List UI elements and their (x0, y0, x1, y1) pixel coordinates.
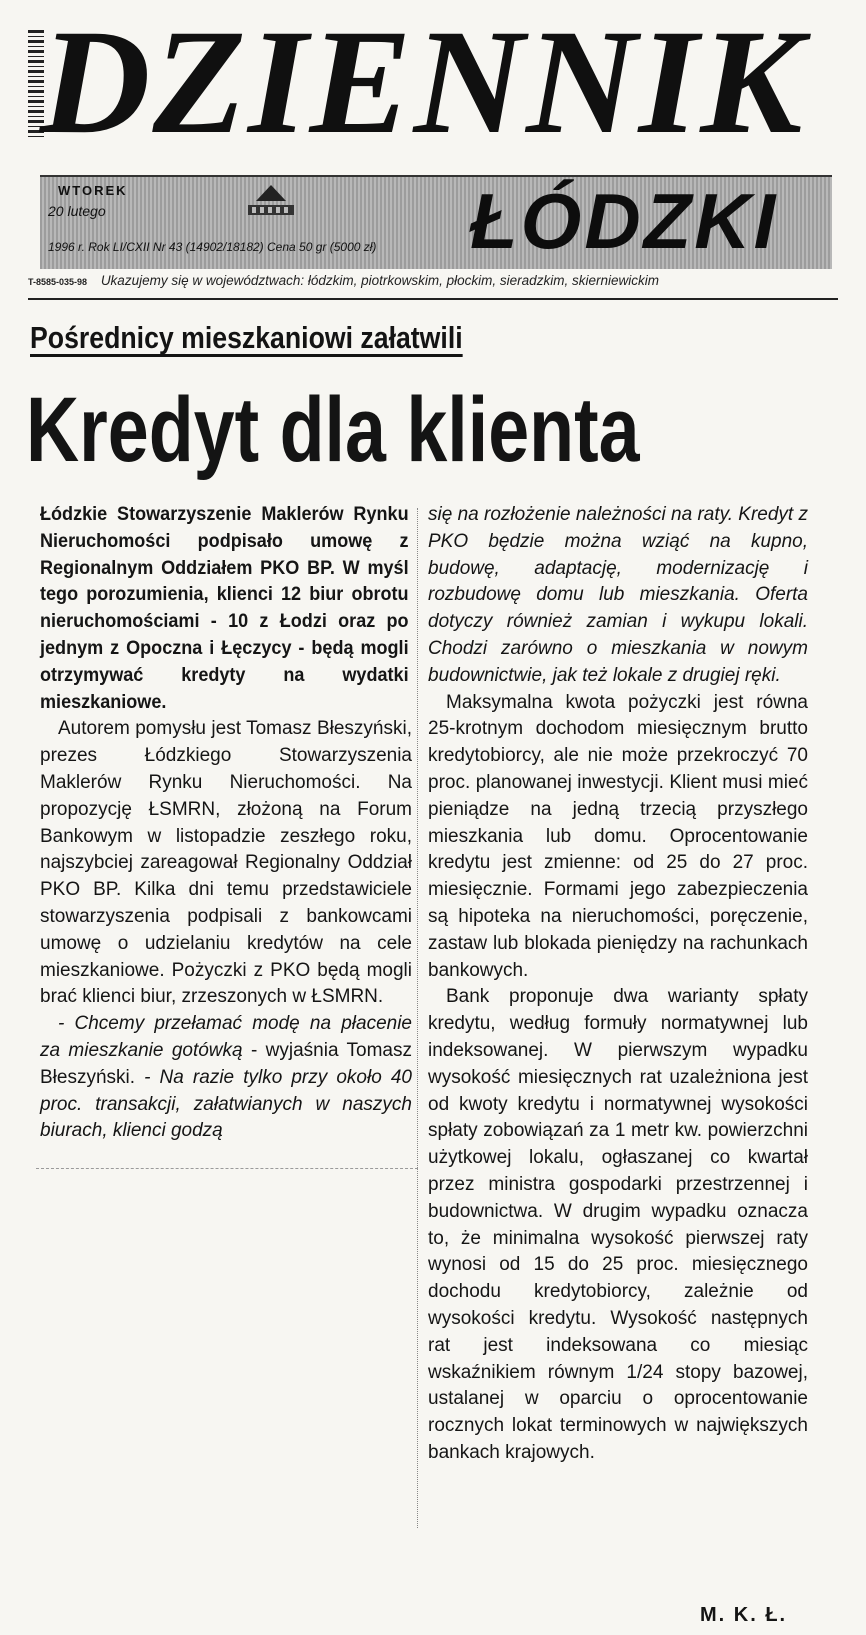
emblem-icon (236, 183, 306, 223)
column-divider (417, 508, 418, 1528)
regions-text: Ukazujemy się w województwach: łódzkim, piotrkowskim, płockim, sieradzkim, skierniewickim (100, 273, 659, 288)
quote-text: - Na razie tylko przy około 40 proc. transakcji, załatwianych w naszych biurach, klienci godzą (40, 1066, 412, 1142)
issue-day: WTOREK (58, 183, 128, 198)
article-quote-paragraph (40, 1011, 412, 1145)
issue-date: 20 lutego (48, 203, 106, 219)
article-paragraph: się na rozłożenie należności na raty. Kredyt z PKO będzie można wziąć na kupno, budowę, adaptację, modernizację i rozbudowę domu lub mieszkania. Oferta dotyczy również zamian i wykupu lokali. Chodzi zarówno o mieszkania w nowym budownictwie, jak też lokale z drugiej ręki. (428, 504, 808, 686)
masthead-title: DZIENNIK (40, 0, 805, 165)
article-column-left (40, 502, 412, 1145)
article-paragraph: Autorem pomysłu jest Tomasz Błeszyński, prezes Łódzkiego Stowarzyszenia Maklerów Rynku Nieruchomości. Na propozycję ŁSMRN, złożoną na Forum Bankowym w listopadzie zeszłego roku, najszybciej zareagował Regionalny Oddział PKO BP. Kilka dni temu przedstawiciele stowarzyszenia podpisali z bankowcami umowę o udzielaniu kredytów na cele mieszkaniowe. Pożyczki z PKO będą mogli brać klienci biur, zrzeszonych w ŁSMRN. (40, 718, 412, 1008)
region-line (28, 273, 848, 295)
column-end-rule (36, 1168, 418, 1169)
masthead-subtitle: ŁÓDZKI (470, 177, 779, 265)
issue-number: 1996 r. Rok LI/CXII Nr 43 (14902/18182) Cena 50 gr (5000 zł) (48, 240, 377, 254)
article-paragraph: Maksymalna kwota pożyczki jest równa 25-krotnym dochodom miesięcznym brutto kredytobiorcy, ale nie może przekroczyć 70 proc. planowanej inwestycji. Klient musi mieć pieniądze na jedną trzecią przyszłego mieszkania lub domu. Oprocentowanie kredytu jest zmienne: od 25 do 27 proc. miesięcznie. Formami jego zabezpieczenia są hipoteka na nieruchomości, poręczenie, zastaw lub blokada pieniędzy na rachunkach bankowych. (428, 691, 808, 981)
article-lead: Łódzkie Stowarzyszenie Maklerów Rynku Nieruchomości podpisało umowę z Regionalnym Oddziałem PKO BP. W myśl tego porozumienia, klienci 12 biur obrotu nieruchomościami - 10 z Łodzi oraz po jednym z Opoczna i Łęczycy - będą mogli otrzymywać kredyty na wydatki mieszkaniowe. (40, 504, 409, 713)
masthead-rule (28, 298, 838, 300)
article-kicker: Pośrednicy mieszkaniowi załatwili (30, 320, 463, 355)
quote-text: - Chcemy przełamać modę na płacenie za mieszkanie gotówką (40, 1013, 412, 1061)
author-signature: M. K. Ł. (700, 1604, 788, 1626)
article-paragraph: Bank proponuje dwa warianty spłaty kredytu, według formuły normatywnej lub indeksowanej. W pierwszym wypadku wysokość miesięcznych rat uzależniona jest od kwoty kredytu i normatywnej wysokości spłaty zobowiązań za 1 metr kw. powierzchni użytkowej lokalu, ogłaszanej co kwartał przez ministra gospodarki przestrzennej i budownictwa. W drugim wypadku oznacza to, że minimalna wysokość pierwszej raty wynosi od 15 do 25 proc. miesięcznego dochodu kredytobiorcy, zależnie od wysokości kredytu. Wysokość następnych rat jest indeksowana co miesiąc wskaźnikiem równym 1/24 stopy bazowej, ustalanej w oparciu o oprocentowanie rocznych lokat terminowych w największych bankach krajowych. (428, 986, 808, 1463)
quote-attribution: - wyjaśnia Tomasz Błeszyński. (40, 1039, 412, 1088)
print-code: T-8585-035-98 (28, 277, 88, 287)
article-column-right (428, 502, 808, 1467)
article-headline: Kredyt dla klienta (26, 379, 640, 481)
